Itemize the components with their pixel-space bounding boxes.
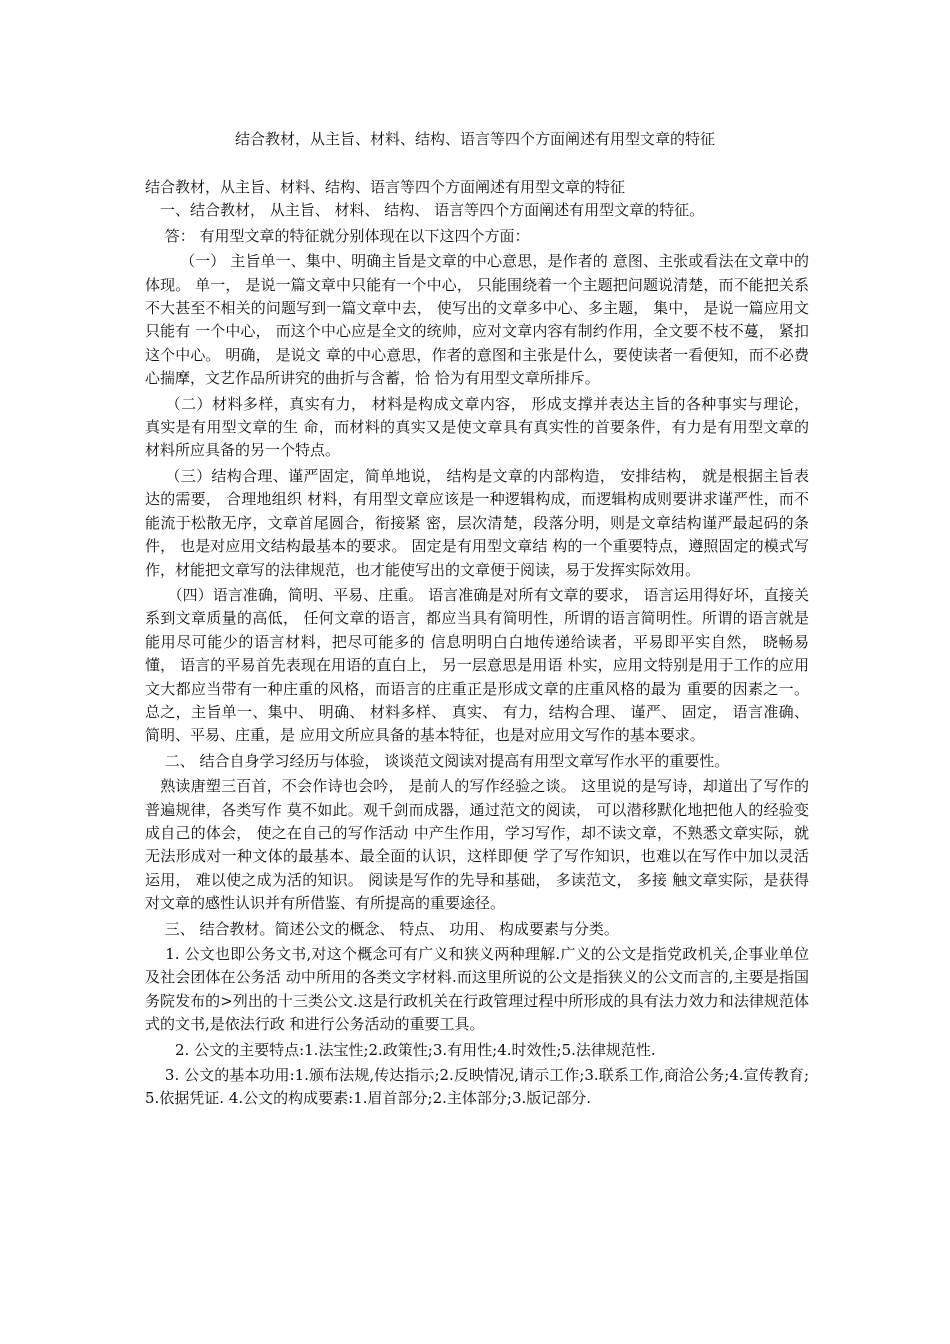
paragraph-language: （四）语言准确，简明、平易、庄重。 语言准确是对所有文章的要求， 语言运用得好坏，直接关系到文章质量的高低， 任何文章的语言，都应当具有简明性，所谓的语言简明性。所谓的语言就是能用尽可能少的语言材料，把尽可能多的 信息明明白白地传递给读者，平易即平实自然， 晓畅易懂， 语言的平易首先表现在用语的直白上， 另一层意思是用语 朴实，应用文特别是用于工作的应用文大都应当带有一种庄重的风格，而语言的庄重正是形成文章的庄重风格的最为 重要的因素之一。 总之，主旨单一、集中、 明确、 材料多样、 真实、 有力，结构合理、 谨严、 固定， 语言准确、 简明、平易、庄重，是 应用文所应具备的基本特征，也是对应用文写作的基本要求。 [145, 585, 809, 745]
document-body [145, 176, 809, 1113]
paragraph-functions: 3. 公文的基本功用:1.颁布法规,传达指示;2.反映情况,请示工作;3.联系工作,商洽公务;4.宣传教育;5.依据凭证. 4.公文的构成要素:1.眉首部分;2.主体部分;3.版记部分. [145, 1066, 809, 1108]
body-heading: 结合教材，从主旨、材料、结构、语言等四个方面阐述有用型文章的特征 [145, 178, 626, 196]
paragraph-structure: （三）结构合理、谨严固定，简单地说， 结构是文章的内部构造， 安排结构， 就是根据主旨表达的需要， 合理地组织 材料，有用型文章应该是一种逻辑构成，而逻辑构成则要讲求谨严性，而不能流于松散无序，文章首尾圆合，衔接紧 密，层次清楚，段落分明，则是文章结构谨严最起码的条件， 也是对应用文结构最基本的要求。 固定是有用型文章结 构的一个重要特点，遵照固定的模式写作，材能把文章写的法律规范，也才能使写出的文章便于阅读，易于发挥实际效用。 [145, 466, 809, 579]
paragraph-concept: 1. 公文也即公务文书,对这个概念可有广义和狭义两种理解.广义的公文是指党政机关,企事业单位及社会团体在公务活 动中所用的各类文字材料.而这里所说的公文是指狭义的公文而言的,主要是指国务院发布的>列出的十三类公文.这是行政机关在行政管理过程中所形成的具有法力效力和法律规范体式的文书,是依法行政 和进行公务活动的重要工具。 [145, 945, 809, 1034]
answer-intro: 答： 有用型文章的特征就分别体现在以下这四个方面： [145, 226, 530, 245]
question-two: 二、 结合自身学习经历与体验， 谈谈范文阅读对提高有用型文章写作水平的重要性。 [145, 751, 730, 770]
paragraph-features: 2. 公文的主要特点:1.法宝性;2.政策性;3.有用性;4.时效性;5.法律规范性. [145, 1040, 656, 1059]
paragraph-reading: 熟读唐塑三百首，不会作诗也会吟， 是前人的写作经验之谈。 这里说的是写诗，却道出了写作的普遍规律，各类写作 莫不如此。观千剑而成器，通过范文的阅读， 可以潜移默化地把他人的经验变成自己的体会， 使之在自己的写作活动 中产生作用，学习写作，却不读文章，不熟悉文章实际，就无法形成对一种文体的最基本、最全面的认识，这样即便 学了写作知识，也难以在写作中加以灵活运用， 难以使之成为活的知识。 阅读是写作的先导和基础， 多读范文， 多接 触文章实际，是获得对文章的感性认识并有所借鉴、有所提高的重要途径。 [145, 777, 809, 913]
question-three: 三、 结合教材。简述公文的概念、 特点、 功用、 构成要素与分类。 [145, 919, 619, 938]
question-one: 一、结合教材， 从主旨、 材料、 结构、 语言等四个方面阐述有用型文章的特征。 [145, 201, 705, 220]
document-title: 结合教材，从主旨、材料、结构、语言等四个方面阐述有用型文章的特征 [234, 130, 715, 148]
paragraph-theme: （一） 主旨单一、集中、明确主旨是文章的中心意思，是作者的 意图、主张或看法在文章中的体现。 单一， 是说一篇文章中只能有一个中心， 只能围绕着一个主题把问题说清楚，而不能把关系不大甚至不相关的问题写到一篇文章中去， 使写出的文章多中心、多主题， 集中， 是说一篇应用文只能有 一个中心， 而这个中心应是全文的统帅，应对文章内容有制约作用，全文要不枝不蔓， 紧扣这个中心。 明确， 是说文 章的中心意思，作者的意图和主张是什么，要使读者一看便知，而不必费心揣摩，文艺作品所讲究的曲折与含蓄，恰 恰为有用型文章所排斥。 [145, 252, 809, 388]
paragraph-material: （二）材料多样，真实有力， 材料是构成文章内容， 形成支撑并表达主旨的各种事实与理论， 真实是有用型文章的生 命，而材料的真实又是使文章具有真实性的首要条件，有力是有用型文章的材料所应具备的另一个特点。 [145, 394, 809, 460]
